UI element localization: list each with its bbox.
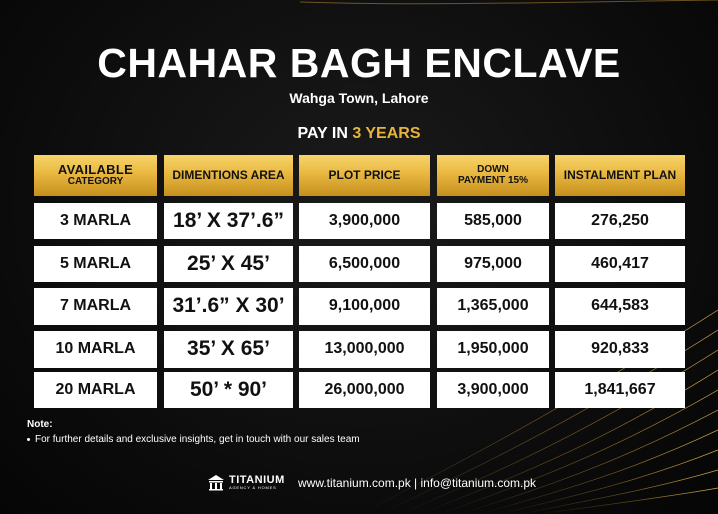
row-2-dimensions: 25’ X 45’ [164, 246, 293, 282]
row-4-instalment: 920,833 [555, 331, 685, 368]
column-header-category [34, 155, 157, 196]
row-2-instalment: 460,417 [555, 246, 685, 282]
row-1-instalment: 276,250 [555, 203, 685, 239]
row-3-dimensions: 31’.6” X 30’ [164, 288, 293, 325]
row-1-price: 3,900,000 [299, 203, 430, 239]
column-header-down-payment [437, 155, 549, 196]
bullet-icon [27, 438, 30, 441]
row-2-category: 5 MARLA [34, 246, 157, 282]
building-icon [207, 473, 225, 491]
page-title: CHAHAR BAGH ENCLAVE [97, 40, 621, 86]
row-2-down-payment: 975,000 [437, 246, 549, 282]
payment-period [0, 125, 718, 143]
row-1-down-payment: 585,000 [437, 203, 549, 239]
note-text: For further details and exclusive insights, get in touch with our sales team [35, 434, 360, 445]
contact-info: www.titanium.com.pk | info@titanium.com.pk [298, 476, 537, 490]
note-item [27, 434, 360, 445]
row-1-category: 3 MARLA [34, 203, 157, 239]
row-4-dimensions: 35’ X 65’ [164, 331, 293, 368]
brand-tagline: AGENCY & HOMES [229, 484, 277, 490]
row-5-down-payment: 3,900,000 [437, 372, 549, 408]
row-3-price: 9,100,000 [299, 288, 430, 325]
down-header-line1: DOWN [477, 164, 509, 175]
row-5-price: 26,000,000 [299, 372, 430, 408]
brand-name: TITANIUM [229, 473, 285, 486]
column-header-price: PLOT PRICE [299, 155, 430, 196]
titanium-logo [207, 471, 285, 493]
row-5-dimensions: 50’ * 90’ [164, 372, 293, 408]
row-2-price: 6,500,000 [299, 246, 430, 282]
row-4-down-payment: 1,950,000 [437, 331, 549, 368]
category-header-line2: CATEGORY [67, 176, 124, 188]
column-header-instalment: INSTALMENT PLAN [555, 155, 685, 196]
category-header-line1: AVAILABLE [57, 162, 134, 178]
location-subtitle: Wahga Town, Lahore [289, 90, 429, 106]
pay-prefix: PAY IN [297, 125, 348, 142]
row-3-category: 7 MARLA [34, 288, 157, 325]
column-header-dimensions: DIMENTIONS AREA [164, 155, 293, 196]
row-3-down-payment: 1,365,000 [437, 288, 549, 325]
row-3-instalment: 644,583 [555, 288, 685, 325]
note-title: Note: [27, 419, 53, 430]
row-5-category: 20 MARLA [34, 372, 157, 408]
row-1-dimensions: 18’ X 37’.6” [164, 203, 293, 239]
row-4-price: 13,000,000 [299, 331, 430, 368]
row-5-instalment: 1,841,667 [555, 372, 685, 408]
row-4-category: 10 MARLA [34, 331, 157, 368]
down-header-line2: PAYMENT 15% [457, 174, 529, 186]
pay-period-highlight: 3 YEARS [352, 125, 421, 142]
